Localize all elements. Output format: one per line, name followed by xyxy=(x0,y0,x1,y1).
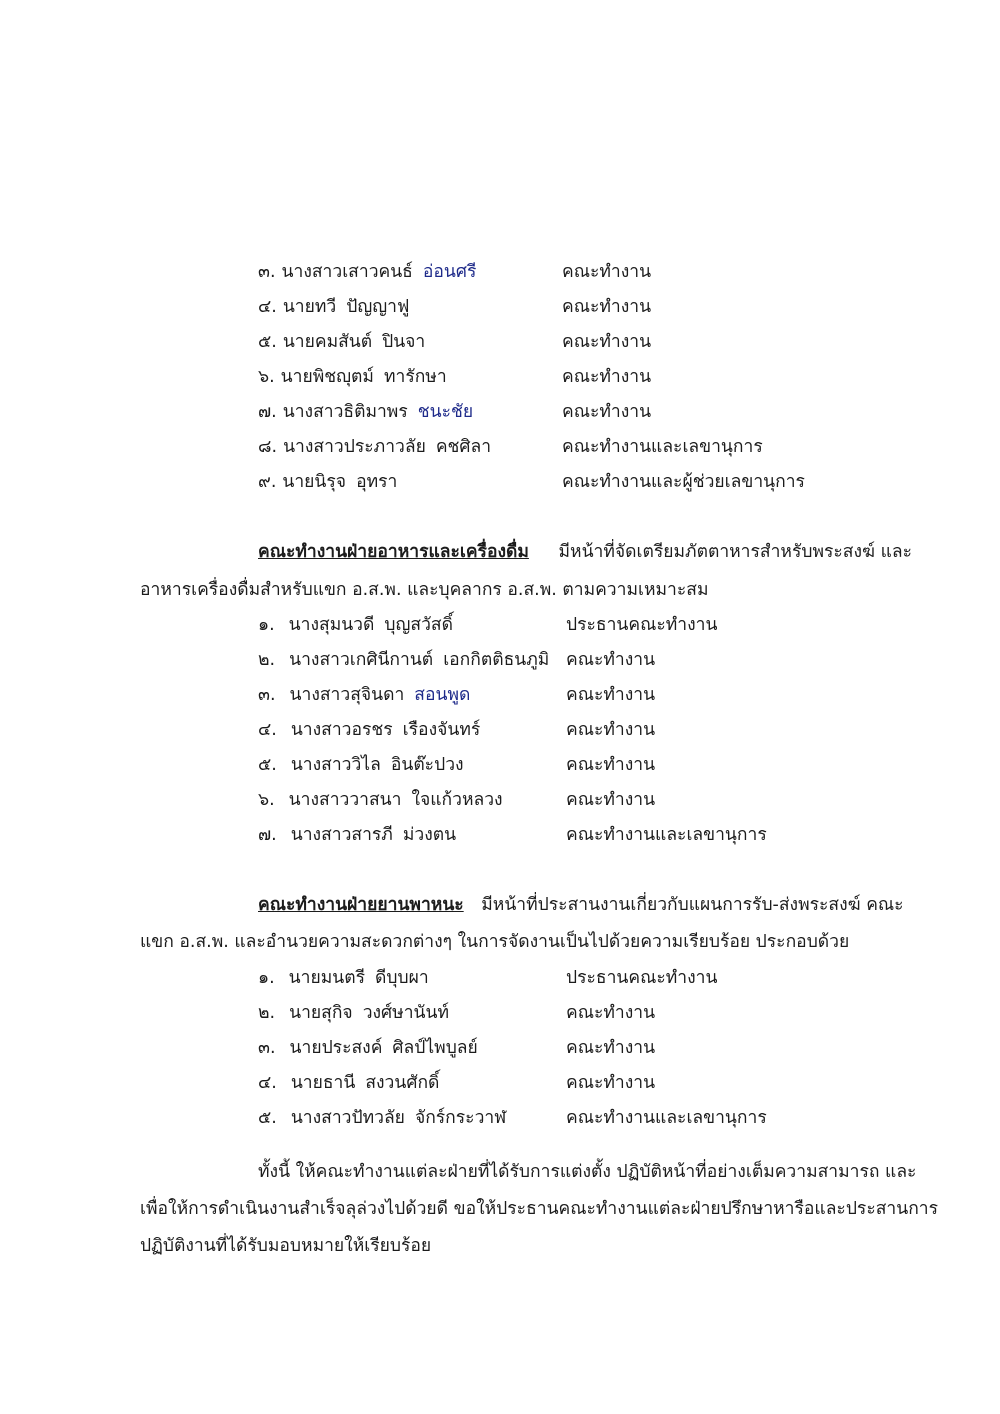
member-name: นางสาววิไล xyxy=(290,755,381,775)
member-role: คณะทำงานและเลขานุการ xyxy=(562,437,763,457)
item-number: ๙. xyxy=(258,472,277,492)
closing-line3: ปฏิบัติงานที่ได้รับมอบหมายให้เรียบร้อย xyxy=(140,1236,432,1256)
food-duty-text: มีหน้าที่จัดเตรียมภัตตาหารสำหรับพระสงฆ์ และ xyxy=(558,542,912,562)
member-surname: ดีบุบผา xyxy=(374,968,429,988)
member-name: นางสาวอรชร xyxy=(290,720,393,740)
item-number: ๔. xyxy=(258,1073,277,1093)
list-item xyxy=(258,718,818,742)
member-role: คณะทำงานและผู้ช่วยเลขานุการ xyxy=(562,472,805,492)
member-name: นายธานี xyxy=(290,1073,356,1093)
member-name: นางสาวประภาวลัย xyxy=(283,437,426,457)
member-surname: เรืองจันทร์ xyxy=(402,720,481,740)
list-item xyxy=(258,788,818,812)
member-role: คณะทำงาน xyxy=(566,1073,656,1093)
member-name: นางสาวสารภี xyxy=(290,825,393,845)
list-item xyxy=(258,470,818,494)
member-name: นายประสงค์ xyxy=(289,1038,383,1058)
list-item xyxy=(258,260,818,284)
list-item xyxy=(258,966,818,990)
member-role: คณะทำงาน xyxy=(566,650,656,670)
item-number: ๓. xyxy=(258,685,276,705)
member-role: คณะทำงาน xyxy=(562,297,652,317)
item-number: ๑. xyxy=(258,615,275,635)
vehicle-section-heading: คณะทำงานฝ่ายยานพาหนะ xyxy=(258,895,464,915)
item-number: ๓. xyxy=(258,262,276,282)
list-item xyxy=(258,295,818,319)
closing-line1: ทั้งนี้ ให้คณะทำงานแต่ละฝ่ายที่ได้รับการแต่งตั้ง ปฏิบัติหน้าที่อย่างเต็มความสามารถ และ xyxy=(258,1162,917,1182)
member-name: นางสาวเกศินีกานต์ xyxy=(289,650,434,670)
vehicle-duty-line1 xyxy=(258,893,904,917)
member-role: คณะทำงานและเลขานุการ xyxy=(566,825,767,845)
member-surname: ศิลป์ไพบูลย์ xyxy=(392,1038,478,1058)
member-surname: สงวนศักดิ์ xyxy=(365,1073,440,1093)
list-item xyxy=(258,823,818,847)
list-item xyxy=(258,400,818,424)
member-surname: อ่อนศรี xyxy=(422,262,477,282)
member-name: นางสาวธิติมาพร xyxy=(282,402,408,422)
member-role: คณะทำงาน xyxy=(562,367,652,387)
member-name: นางสาววาสนา xyxy=(288,790,402,810)
member-role: คณะทำงาน xyxy=(562,262,652,282)
member-surname: ใจแก้วหลวง xyxy=(411,790,503,810)
member-name: นายมนตรี xyxy=(288,968,365,988)
member-name: นายคมสันต์ xyxy=(282,332,373,352)
member-surname: เอกกิตติธนภูมิ xyxy=(443,650,550,670)
member-role: คณะทำงาน xyxy=(566,755,656,775)
member-surname: วงศ์ษานันท์ xyxy=(362,1003,449,1023)
item-number: ๔. xyxy=(258,720,277,740)
member-role: คณะทำงาน xyxy=(566,720,656,740)
item-number: ๑. xyxy=(258,968,275,988)
member-role: คณะทำงาน xyxy=(566,1038,656,1058)
member-role: คณะทำงานและเลขานุการ xyxy=(566,1108,767,1128)
list-item xyxy=(258,683,818,707)
member-surname: ปินจา xyxy=(382,332,426,352)
member-role: คณะทำงาน xyxy=(566,685,656,705)
member-name: นายสุกิจ xyxy=(289,1003,353,1023)
member-surname: คชศิลา xyxy=(435,437,492,457)
food-section-heading: คณะทำงานฝ่ายอาหารและเครื่องดื่ม xyxy=(258,542,529,562)
item-number: ๕. xyxy=(258,1108,277,1128)
item-number: ๖. xyxy=(258,367,275,387)
member-surname: จักร์กระวาฬ xyxy=(414,1108,507,1128)
list-item xyxy=(258,1106,818,1130)
member-role: คณะทำงาน xyxy=(562,402,652,422)
item-number: ๔. xyxy=(258,297,277,317)
item-number: ๗. xyxy=(258,402,277,422)
member-role: คณะทำงาน xyxy=(566,1003,656,1023)
member-role: คณะทำงาน xyxy=(562,332,652,352)
list-item xyxy=(258,753,818,777)
member-name: นายนิรุจ xyxy=(282,472,347,492)
list-item xyxy=(258,1071,818,1095)
vehicle-duty-text: มีหน้าที่ประสานงานเกี่ยวกับแผนการรับ-ส่งพระสงฆ์ คณะ xyxy=(481,895,904,915)
item-number: ๕. xyxy=(258,332,277,352)
vehicle-duty-line2: แขก อ.ส.พ. และอำนวยความสะดวกต่างๆ ในการจัดงานเป็นไปด้วยความเรียบร้อย ประกอบด้วย xyxy=(140,932,850,952)
list-item xyxy=(258,365,818,389)
member-surname: ทารักษา xyxy=(383,367,447,387)
food-duty-line2: อาหารเครื่องดื่มสำหรับแขก อ.ส.พ. และบุคลากร อ.ส.พ. ตามความเหมาะสม xyxy=(140,580,709,600)
item-number: ๕. xyxy=(258,755,277,775)
list-item xyxy=(258,1036,818,1060)
item-number: ๘. xyxy=(258,437,278,457)
list-item xyxy=(258,648,818,672)
member-name: นางสาวสุจินดา xyxy=(289,685,405,705)
item-number: ๒. xyxy=(258,650,276,670)
item-number: ๒. xyxy=(258,1003,276,1023)
member-surname: บุญสวัสดิ์ xyxy=(384,615,453,635)
member-role: ประธานคณะทำงาน xyxy=(566,615,718,635)
list-item xyxy=(258,330,818,354)
list-item xyxy=(258,613,818,637)
member-surname: ม่วงตน xyxy=(402,825,457,845)
member-role: คณะทำงาน xyxy=(566,790,656,810)
item-number: ๓. xyxy=(258,1038,276,1058)
item-number: ๗. xyxy=(258,825,277,845)
member-name: นายพิชญุตม์ xyxy=(280,367,374,387)
member-role: ประธานคณะทำงาน xyxy=(566,968,718,988)
food-duty-line1 xyxy=(258,540,912,564)
member-name: นางสาวปัทวลัย xyxy=(290,1108,405,1128)
member-name: นายทวี xyxy=(282,297,337,317)
item-number: ๖. xyxy=(258,790,275,810)
member-name: นางสาวเสาวคนธ์ xyxy=(281,262,413,282)
member-surname: ชนะชัย xyxy=(417,402,474,422)
closing-line2: เพื่อให้การดำเนินงานสำเร็จลุล่วงไปด้วยดี ขอให้ประธานคณะทำงานแต่ละฝ่ายปรึกษาหารือและประสานการ xyxy=(140,1199,939,1219)
member-surname: ปัญญาฟู xyxy=(346,297,410,317)
member-surname: อุทรา xyxy=(356,472,398,492)
member-name: นางสุมนวดี xyxy=(288,615,375,635)
member-surname: สอนพูด xyxy=(414,685,471,705)
member-surname: อินต๊ะปวง xyxy=(390,755,464,775)
list-item xyxy=(258,1001,818,1025)
list-item xyxy=(258,435,818,459)
